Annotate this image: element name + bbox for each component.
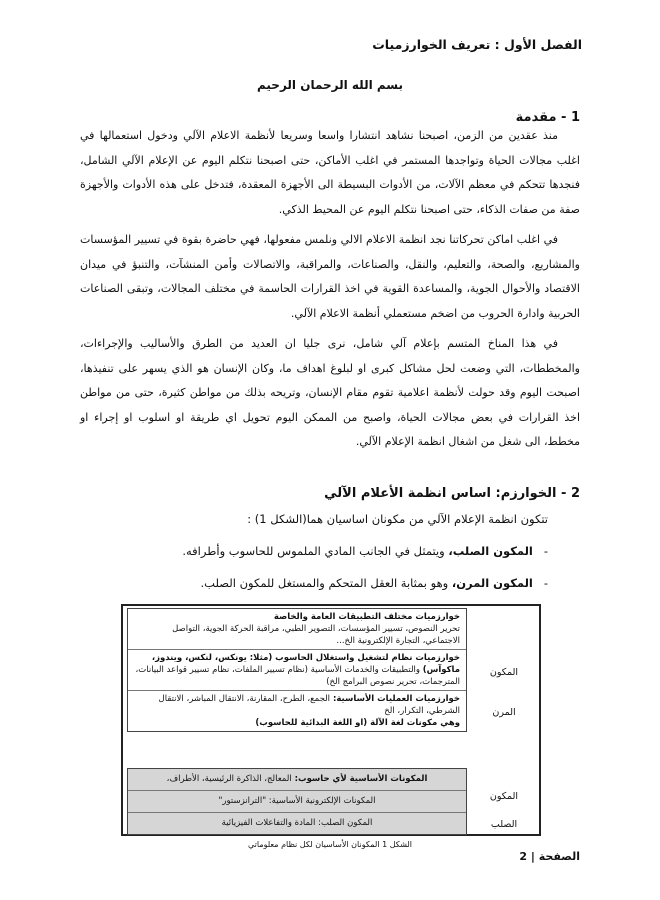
bullet-1-term: المكون الصلب،	[448, 544, 533, 558]
hard-row-text: المعالج، الذاكرة الرئيسية، الأطراف،	[166, 774, 292, 784]
soft-row-operating-system	[128, 650, 466, 691]
soft-label-2: المرن	[492, 707, 516, 718]
hard-row-computer	[128, 769, 466, 791]
page-number: الصفحة | 2	[519, 850, 580, 863]
hard-row-physics: المكون الصلب: المادة والتفاعلات الفيزيائية	[221, 818, 373, 828]
section-2-heading: 2 - الخوارزم: اساس انظمة الأعلام الآلي	[324, 486, 580, 501]
soft-row-text: تحرير النصوص، تسيير المؤسسات، التصوير الطبي، مراقبة الحركة الجوية، التواصل الاجتماعي، التجارة الإلكترونية الخ...	[172, 624, 460, 646]
paragraph-2: في اغلب اماكن تحركاتنا نجد انظمة الاعلام الالي ونلمس مفعولها، فهي حاضرة بقوة في تسيير المؤسسات والمشاريع، والصحة، والتعليم، والنقل، والصناعات، والمراقبة، والاتصالات وأمن المنشآت، والتنبؤ في ميدان الاقتصاد والأحوال الجوية، والمساعدة القوية في اخذ القرارات الحاسمة في مختلف المجالات، وتبقى الصناعات الحربية وادارة الحروب من اضخم مستعملي أنظمة الاعلام الآلي.	[80, 233, 580, 320]
figure-caption: الشكل 1 المكونان الأساسيان لكل نظام معلوماتي	[247, 840, 412, 849]
section-1-heading: 1 - مقدمة	[515, 110, 580, 125]
hard-component-block	[127, 768, 467, 835]
soft-row-text: الجمع، الطرح، المقارنة، الانتقال المباشر، الانتقال الشرطي، التكرار، الخ	[158, 694, 460, 716]
hard-label-1: المكون	[489, 791, 519, 802]
soft-row-applications	[128, 609, 466, 650]
bullet-1-text: ويتمثل في الجانب المادي الملموس للحاسوب وأطرافه.	[182, 544, 449, 558]
soft-row-basic-operations	[128, 691, 466, 731]
soft-row-title: خوارزميات العمليات الأساسية:	[330, 694, 460, 704]
section-1-body	[80, 124, 580, 455]
soft-row-text: والتطبيقات والخدمات الأساسية (نظام تسيير الملفات، نظام تسيير قواعد البيانات، المترجمات، تحرير نصوص البرامج الخ)	[135, 665, 460, 687]
hard-row-electronics: المكونات الإلكترونية الأساسية: "الترانزستور"	[128, 791, 466, 813]
hard-label-2: الصلب	[490, 819, 518, 830]
bullet-2-term: المكون المرن،	[451, 576, 533, 590]
soft-row-extra: وهي مكونات لغة الآلة (او اللغة البدائية للحاسوب)	[255, 718, 460, 728]
section-2-intro: تتكون انظمة الإعلام الآلي من مكونان اساسيان هما(الشكل 1) :	[247, 512, 548, 526]
soft-row-title: خوارزميات مختلف التطبيقات العامة والخاصة	[273, 612, 460, 622]
chapter-title: الفصل الأول : تعريف الخوارزميات	[372, 37, 582, 52]
bullet-dash: -	[532, 576, 548, 590]
bullet-2-text: وهو بمثابة العقل المتحكم والمستغل للمكون الصلب.	[200, 576, 452, 590]
basmala: بسم الله الرحمان الرحيم	[256, 78, 404, 92]
bullet-dash: -	[532, 544, 548, 558]
bullet-hard-component	[182, 544, 548, 558]
soft-row-title: خوارزميات نظام لتشغيل واستغلال الحاسوب (مثلا: يونكس، لنكس، ويندوز، ماكوآس)	[151, 653, 460, 675]
hard-row-title: المكونات الأساسية لأي حاسوب:	[291, 774, 428, 784]
figure-components	[121, 604, 541, 836]
bullet-soft-component	[201, 576, 549, 590]
paragraph-1: منذ عقدين من الزمن، اصبحنا نشاهد انتشارا واسعا وسريعا لأنظمة الاعلام الآلي ودخول استعمالها في اغلب مجالات الحياة وتواجدها المستمر في اغلب الأماكن، حتى اصبحنا نتكلم اليوم عن الإعلام الآلي الشامل، فنجدها تتحكم في معظم الآلات، من الأدوات البسيطة الى الأجهزة المعقدة، فتدخل على هذه الأدوات والأجهزة صفة من صفات الذكاء، حتى اصبحنا نتكلم اليوم عن المحيط الذكي.	[80, 129, 580, 216]
soft-label-1: المكون	[489, 667, 519, 678]
soft-component-block	[127, 608, 467, 732]
paragraph-3: في هذا المناخ المتسم بإعلام آلي شامل، نرى جليا ان العديد من الطرق والأساليب والإجراءات، والمخططات، التي وضعت لحل مشاكل كبرى او لبلوغ اهداف ما، وكان الإنسان هو الذي يسهر على تنفيذها، اصبحت اليوم وقد حولت لأنظمة اعلامية تقوم مقام الإنسان، وتريحه بذلك من مواطن كثيرة، حتى من مواطن اخذ القرارات في بعض مجالات الحياة، واصبح من الممكن اليوم تحويل اي طريقة او اسلوب او إجراء او مخطط، الى شغل من اشغال انظمة الإعلام الآلي.	[80, 337, 580, 448]
